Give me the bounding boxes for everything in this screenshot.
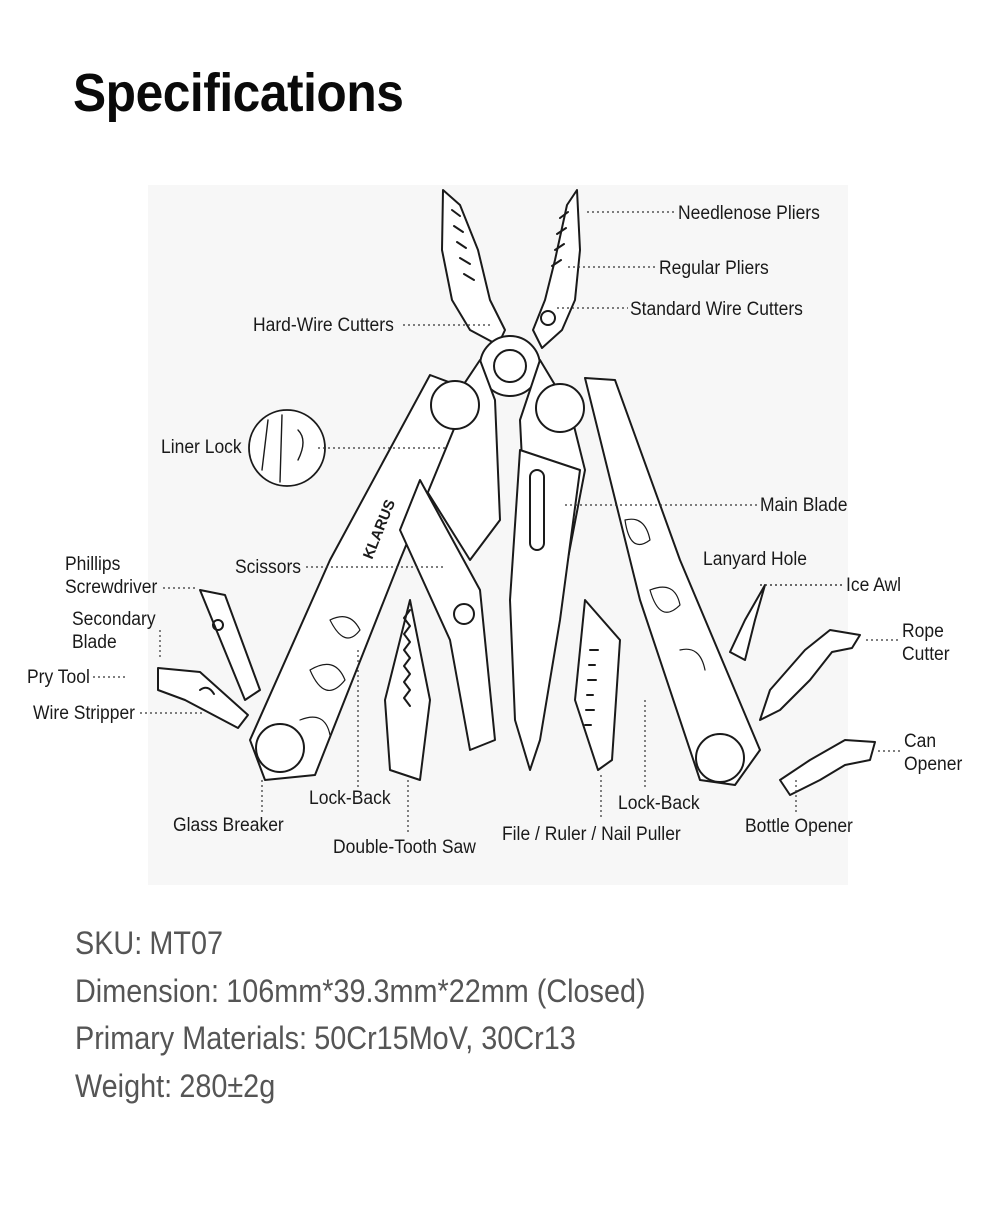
- label-hard-wire-cutters: Hard-Wire Cutters: [253, 315, 394, 336]
- right-bottom-pivot: [696, 734, 744, 782]
- pliers-right-jaw: [533, 190, 580, 348]
- label-phillips-line1: Phillips: [65, 554, 121, 575]
- label-rope-line2: Cutter: [902, 644, 950, 665]
- double-tooth-saw: [385, 600, 430, 780]
- spec-dimension-value: 106mm*39.3mm*22mm (Closed): [226, 973, 646, 1009]
- pry-tool: [158, 668, 248, 728]
- spec-materials-value: 50Cr15MoV, 30Cr13: [314, 1020, 576, 1056]
- label-glass-breaker: Glass Breaker: [173, 815, 284, 836]
- page-title: Specifications: [73, 63, 404, 123]
- label-lock-back-right: Lock-Back: [618, 793, 700, 814]
- label-pry-tool: Pry Tool: [27, 667, 90, 688]
- label-liner-lock: Liner Lock: [161, 437, 242, 458]
- label-can-line1: Can: [904, 731, 937, 752]
- label-bottle-opener: Bottle Opener: [745, 816, 853, 837]
- can-opener: [780, 740, 875, 795]
- file-ruler: [575, 600, 620, 770]
- label-secondary-blade: [72, 608, 156, 654]
- left-bottom-pivot: [256, 724, 304, 772]
- label-phillips-screwdriver: [65, 553, 157, 599]
- brand-logo: KLARUS: [359, 497, 400, 562]
- label-needlenose-pliers: Needlenose Pliers: [678, 203, 820, 224]
- label-secondary-line2: Blade: [72, 632, 117, 653]
- right-handle-pivot: [536, 384, 584, 432]
- left-handle-pivot: [431, 381, 479, 429]
- spec-materials: [75, 1020, 576, 1057]
- spec-sku-label: SKU:: [75, 925, 143, 961]
- spec-sku-value: MT07: [149, 925, 224, 961]
- label-can-opener: [904, 730, 962, 776]
- spec-materials-label: Primary Materials:: [75, 1020, 308, 1056]
- label-wire-stripper: Wire Stripper: [33, 703, 135, 724]
- label-standard-wire-cutters: Standard Wire Cutters: [630, 299, 803, 320]
- spec-weight-label: Weight:: [75, 1068, 173, 1104]
- spec-sku: [75, 925, 223, 962]
- label-phillips-line2: Screwdriver: [65, 577, 158, 598]
- label-file-ruler-nail-puller: File / Ruler / Nail Puller: [502, 824, 681, 845]
- label-can-line2: Opener: [904, 754, 963, 775]
- spec-dimension-label: Dimension:: [75, 973, 220, 1009]
- label-double-tooth-saw: Double-Tooth Saw: [333, 837, 476, 858]
- label-lanyard-hole: Lanyard Hole: [703, 549, 807, 570]
- label-rope-line1: Rope: [902, 621, 944, 642]
- rope-cutter: [760, 630, 860, 720]
- label-rope-cutter: [902, 620, 950, 666]
- label-scissors: Scissors: [235, 557, 302, 578]
- label-secondary-line1: Secondary: [72, 609, 156, 630]
- liner-lock-detail: [249, 410, 325, 486]
- ice-awl: [730, 585, 765, 660]
- label-lock-back-left: Lock-Back: [309, 788, 391, 809]
- label-regular-pliers: Regular Pliers: [659, 258, 769, 279]
- spec-weight: [75, 1068, 275, 1105]
- label-main-blade: Main Blade: [760, 495, 848, 516]
- label-ice-awl: Ice Awl: [846, 575, 902, 596]
- pliers-left-jaw: [442, 190, 505, 345]
- spec-dimension: [75, 973, 646, 1010]
- spec-weight-value: 280±2g: [179, 1068, 276, 1104]
